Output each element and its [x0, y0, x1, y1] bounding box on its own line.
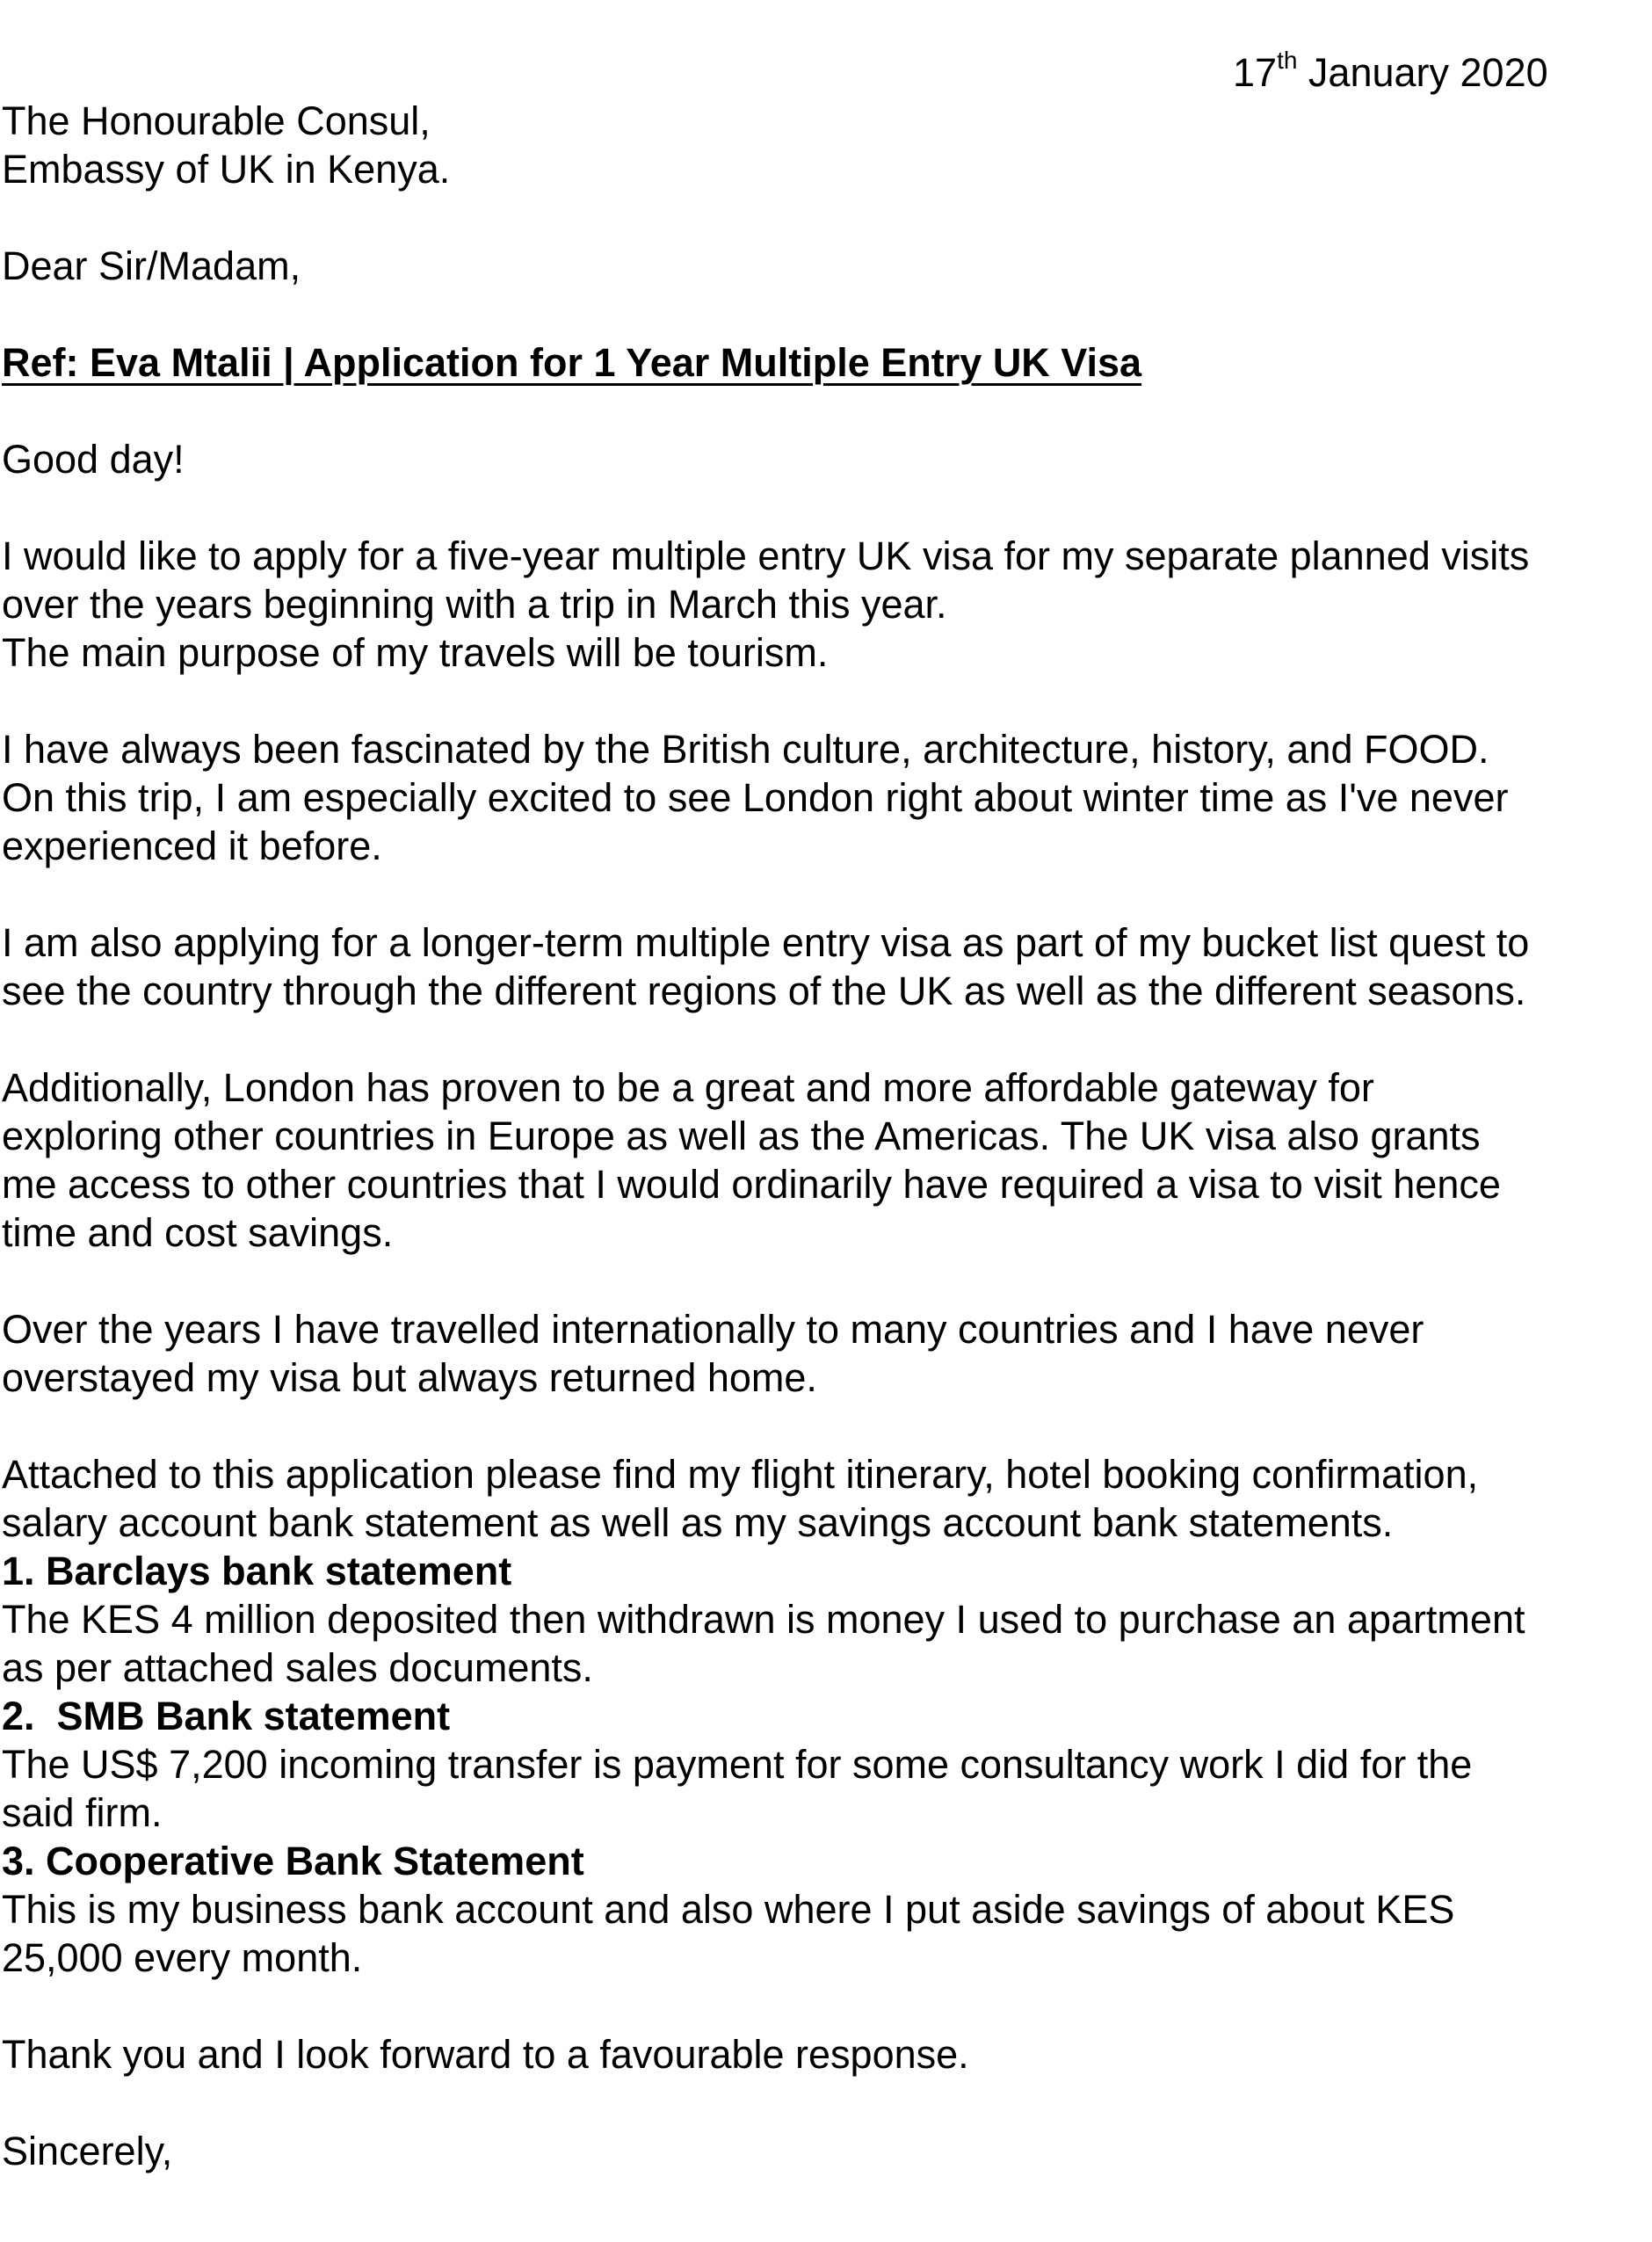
paragraph-line: Over the years I have travelled internationally to many countries and I have never	[2, 1307, 1424, 1352]
paragraph-line: salary account bank statement as well as my savings account bank statements.	[2, 1500, 1394, 1545]
spacer	[2, 1015, 1652, 1063]
statement-line: 25,000 every month.	[2, 1935, 363, 1980]
statement-line: as per attached sales documents.	[2, 1645, 593, 1690]
letter-date	[1233, 48, 1548, 97]
paragraph-line: On this trip, I am especially excited to see London right about winter time as I've never	[2, 775, 1509, 820]
paragraph-line: experienced it before.	[2, 824, 382, 868]
statement-heading: 3. Cooperative Bank Statement	[2, 1839, 584, 1883]
paragraph-line: I would like to apply for a five-year multiple entry UK visa for my separate planned visits	[2, 533, 1530, 578]
statement-line: said firm.	[2, 1790, 163, 1835]
greeting: Good day!	[2, 437, 185, 482]
recipient-address: Embassy of UK in Kenya.	[2, 147, 451, 192]
statement-heading: 1. Barclays bank statement	[2, 1549, 512, 1593]
signoff: Sincerely,	[2, 2129, 173, 2173]
recipient-title: The Honourable Consul,	[2, 98, 431, 143]
salutation: Dear Sir/Madam,	[2, 243, 301, 288]
statement-line: This is my business bank account and also where I put aside savings of about KES	[2, 1887, 1455, 1932]
spacer	[2, 483, 1652, 532]
closing-line: Thank you and I look forward to a favourable response.	[2, 2032, 969, 2077]
spacer	[2, 870, 1652, 918]
spacer	[2, 2079, 1652, 2127]
paragraph-line: I am also applying for a longer-term multiple entry visa as part of my bucket list quest to	[2, 920, 1530, 965]
paragraph-line: overstayed my visa but always returned home.	[2, 1355, 817, 1400]
date-month-year: January 2020	[1297, 50, 1548, 95]
paragraph-line: over the years beginning with a trip in March this year.	[2, 582, 947, 627]
spacer	[2, 1402, 1652, 1450]
date-day-suffix: th	[1277, 47, 1298, 74]
paragraph-line: Attached to this application please find my flight itinerary, hotel booking confirmation,	[2, 1452, 1479, 1497]
paragraph-line: me access to other countries that I would ordinarily have required a visa to visit hence	[2, 1162, 1501, 1207]
paragraph-line: The main purpose of my travels will be tourism.	[2, 630, 829, 675]
reference-text: Ref: Eva Mtalii | Application for 1 Year Multiple Entry UK Visa	[2, 340, 1142, 385]
spacer	[2, 1257, 1652, 1305]
spacer	[2, 1982, 1652, 2030]
paragraph-line: I have always been fascinated by the British culture, architecture, history, and FOOD.	[2, 727, 1489, 772]
letter-body	[2, 97, 1652, 2175]
spacer	[2, 677, 1652, 725]
statement-heading: 2. SMB Bank statement	[2, 1694, 451, 1738]
paragraph-line: Additionally, London has proven to be a great and more affordable gateway for	[2, 1065, 1374, 1110]
date-day: 17	[1233, 50, 1278, 95]
spacer	[2, 387, 1652, 435]
paragraph-line: see the country through the different regions of the UK as well as the different seasons.	[2, 969, 1526, 1013]
statement-line: The KES 4 million deposited then withdrawn is money I used to purchase an apartment	[2, 1597, 1525, 1642]
paragraph-line: time and cost savings.	[2, 1210, 394, 1255]
spacer	[2, 193, 1652, 242]
spacer	[2, 290, 1652, 338]
reference-line	[2, 338, 1652, 387]
statement-line: The US$ 7,200 incoming transfer is payment for some consultancy work I did for the	[2, 1742, 1473, 1787]
paragraph-line: exploring other countries in Europe as well as the Americas. The UK visa also grants	[2, 1114, 1481, 1158]
